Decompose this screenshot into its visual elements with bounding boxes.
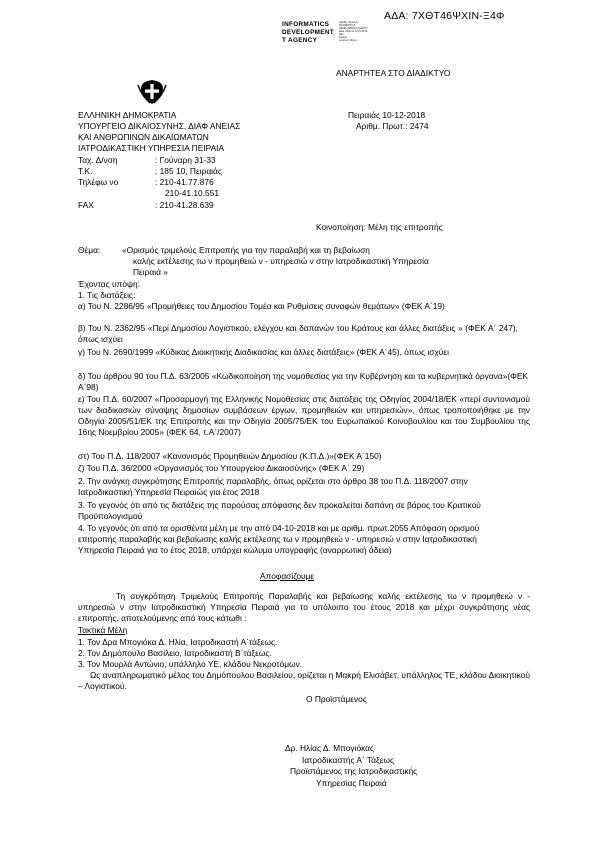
member-1: 1. Τον Δρα Μπογιόκα Δ. Ηλία, Ιατροδικαστή Α΄τάξεως. — [78, 637, 278, 647]
provision-a: α) Του Ν. 2286/95 «Προμήθειες του Δημοσίου Τομέα και Ρυθμίσεις συναφών θεμάτων» (ΦΕΚ Α΄19) — [78, 301, 445, 311]
header-state: ΕΛΛΗΝΙΚΗ ΔΗΜΟΚΡΑΤΙΑ — [78, 110, 177, 120]
alternate-member: Ως αναπληρωματικό μέλος του Δημόπουλου Βασιλείου, ορίζεται η Μακρή Ελισάβετ, υπάλληλος ΤΕ, κλάδου Διοικητικού – Λογιστικού. — [78, 670, 530, 691]
contact-fax-label: FAX — [78, 200, 94, 210]
subject-label: Θέμα: — [78, 245, 101, 255]
provisions-heading: 1. Τις διατάξεις: — [78, 290, 136, 300]
posted-online-notice: ΑΝΑΡΤΗΤΕΑ ΣΤΟ ΔΙΑΔΙΚΤΥΟ — [336, 68, 451, 78]
having-in-view: Έχοντας υπόψη: — [78, 279, 140, 289]
signature-title: Προϊστάμενος της Ιατροδικαστικής — [290, 766, 418, 776]
point-3: 3. Το γεγονός ότι από τις διατάξεις της παρούσας απόφασης δεν προκαλείται δαπάνη σε βάρος του Κρατικού Προϋπολογισμού — [78, 500, 481, 521]
stamp-small-2: INFORMATICS — [339, 24, 356, 27]
header-ministry: ΥΠΟΥΡΓΕΙΟ ΔΙΚΑΙΟΣΥΝΗΣ, ΔΙΑΦ ΑΝΕΙΑΣ — [78, 121, 241, 131]
recipients: Κοινοποίηση: Μέλη της επιτροπής — [316, 222, 443, 232]
provision-d: δ) Του άρθρου 90 του Π.Δ. 63/2005 «Κωδικοποίηση της νομοθεσίας για την Κυβέρνηση και τα κυβερνητικά όργανα»(ΦΕΚ Α΄98) — [78, 371, 528, 392]
stamp-small-6: Reason: — [339, 36, 348, 39]
stamp-small-5: EET — [339, 33, 344, 36]
contact-fax: : 210-41.28.639 — [155, 200, 214, 210]
contact-address-label: Ταχ. Δ/νση — [78, 155, 118, 165]
contact-zip-label: T.K. — [78, 166, 93, 176]
stamp-small-3: DEVELOPMENT AGENCY — [339, 27, 368, 30]
contact-phone-label: Τηλέφω νο — [78, 177, 119, 187]
greek-emblem-icon — [137, 79, 167, 105]
header-service: ΙΑΤΡΟΔΙΚΑΣΤΙΚΗ ΥΠΗΡΕΣΙΑ ΠΕΙΡΑΙΑ — [78, 143, 225, 153]
provision-b: β) Του Ν. 2362/95 «Περί Δημοσίου Λογιστικού, ελέγχου και δαπανών του Κράτους και άλλες διατάξεις » (ΦΕΚ Α΄ 247), όπως ισχύει — [78, 323, 518, 344]
subject-line-3: Πειραιά » — [133, 267, 168, 277]
contact-address: : Γούναρη 31-33 — [155, 155, 216, 165]
member-2: 2. Τον Δημόπουλο Βασίλειο, Ιατροδικαστή Β΄τάξεως. — [78, 648, 272, 658]
signature-rank: Ιατροδικαστής Α΄ Τάξεως — [302, 755, 395, 765]
point-4: 4. Το γεγονός ότι από τα ορισθέντα μέλη με την από 04-10-2018 και με αριθμ. πρωτ.2055 Απόφαση ορισμού επιτροπής παραλαβής και βεβαίωσης καλής εκτέλεσης τω ν προμηθειώ ν - υπηρεσιώ ν στην Ιατροδικαστική Υπηρεσία Πειραιά για το έτος 2018, υπάρχει κώλυμα υπογραφής (αναρρωτική άδεια) — [78, 523, 480, 555]
contact-phone-2: 210-41.10.551 — [165, 188, 220, 198]
header-ministry-2: ΚΑΙ ΑΝΘΡΩΠΙΝΩΝ ΔΙΚΑΙΩΜΑΤΩΝ — [78, 132, 209, 142]
stamp-line-3: T AGENCY — [282, 37, 318, 44]
document-date: Πειραιάς 10-12-2018 — [348, 110, 426, 120]
provision-z: ζ) Του Π.Δ. 36/2000 «Οργανισμός του Υπουργείου Δικαιοσύνης» (ΦΕΚ Α΄ 29) — [78, 463, 365, 473]
signature-name: Δρ. Ηλίας Δ. Μπογιόκας — [285, 743, 375, 753]
regular-members-heading: Τακτικά Μέλη — [78, 625, 128, 635]
provision-c: γ) Του Ν. 2690/1999 «Κύδικας Διοικητικής Διαδικασίας και άλλες διατάξεις» (ΦΕΚ Α΄45), όπως ισχύει — [78, 347, 449, 357]
stamp-line-1: INFORMATICS — [282, 21, 330, 28]
stamp-line-2: DEVELOPMENT — [282, 29, 334, 36]
provision-e: ε) Του Π.Δ. 60/2007 «Προσαρμογή της Ελληνικής Νομοθεσίας στις διατάξεις της Οδηγίας 2004/18/ΕΚ «περί συντονισμού των διαδικασιών σύναψης δημοσίων συμβάσεων έργων, προμηθειών και υπηρεσιών», όπως τροποποιήθηκε με την Οδηγία 2005/51/ΕΚ της Επιτροπής και την Οδηγία 2005/75/ΕΚ του Ευρωπαϊκού Κοινοβουλίου και του Συμβουλίου της 16ης Νοεμβρίου 2005» (ΦΕΚ 64, τ.Α΄/2007) — [78, 394, 530, 437]
contact-zip: : 185 10, Πειραιάς — [155, 166, 222, 176]
point-2: 2. Την ανάγκη συγκρότησης Επιτροπής παραλαβής, όπως ορίζεται στο άρθρο 38 του Π.Δ. 118/2007 στην Ιατροδικαστική Υπηρεσία Πειραιώς για έτος 2018 — [78, 476, 468, 497]
head-of-service: Ο Προϊστάμενος — [306, 694, 367, 704]
member-3: 3. Τον Μουρλά Αντώνιο, υπάλληλο ΥΕ, κλάδου Νεκροτόμων. — [78, 659, 303, 669]
provision-st: στ) Του Π.Δ. 118/2007 «Κανονισμός Προμηθειών Δημοσίου (Κ.Π.Δ.)»(ΦΕΚ Α΄150) — [78, 451, 382, 461]
contact-phone: : 210-41.77.876 — [155, 177, 214, 187]
subject-line-2: καλής εκτέλεσης τω ν προμηθειώ ν - υπηρεσιώ ν στην Ιατροδικαστική Υπηρεσία — [133, 256, 429, 266]
decision-text: Τη συγκρότηση Τριμελούς Επιτροπής Παραλαβής και βεβαίωσης καλής εκτέλεσης τω ν προμηθειώ ν - υπηρεσιώ ν στην Ιατροδικαστική Υπηρεσία Πειραιά για το υπόλοιπο του έτους 2018 και μέχρι συγκρότησης νέας επιτροπής, αποτελούμενης από τους κάτωθι : — [78, 591, 530, 623]
ada-code: ΑΔΑ: 7ΧΘΤ46ΨΧΙΝ-Ξ4Φ — [384, 10, 505, 22]
stamp-small-4: Date: 2018.12.10 15:15:59 — [339, 30, 368, 33]
stamp-small-7: Location: Athens — [339, 39, 357, 42]
signature-service: Υπηρεσίας Πειραιά — [316, 778, 387, 788]
subject-line-1: «Ορισμός τριμελούς Επιτροπής για την παραλαβή και τη βεβαίωση — [122, 245, 370, 255]
decision-heading: Αποφασίζουμε — [260, 571, 315, 581]
stamp-small-1: Digitally signed by — [339, 21, 359, 24]
protocol-number: Αριθμ. Πρωτ.: 2474 — [356, 121, 429, 131]
